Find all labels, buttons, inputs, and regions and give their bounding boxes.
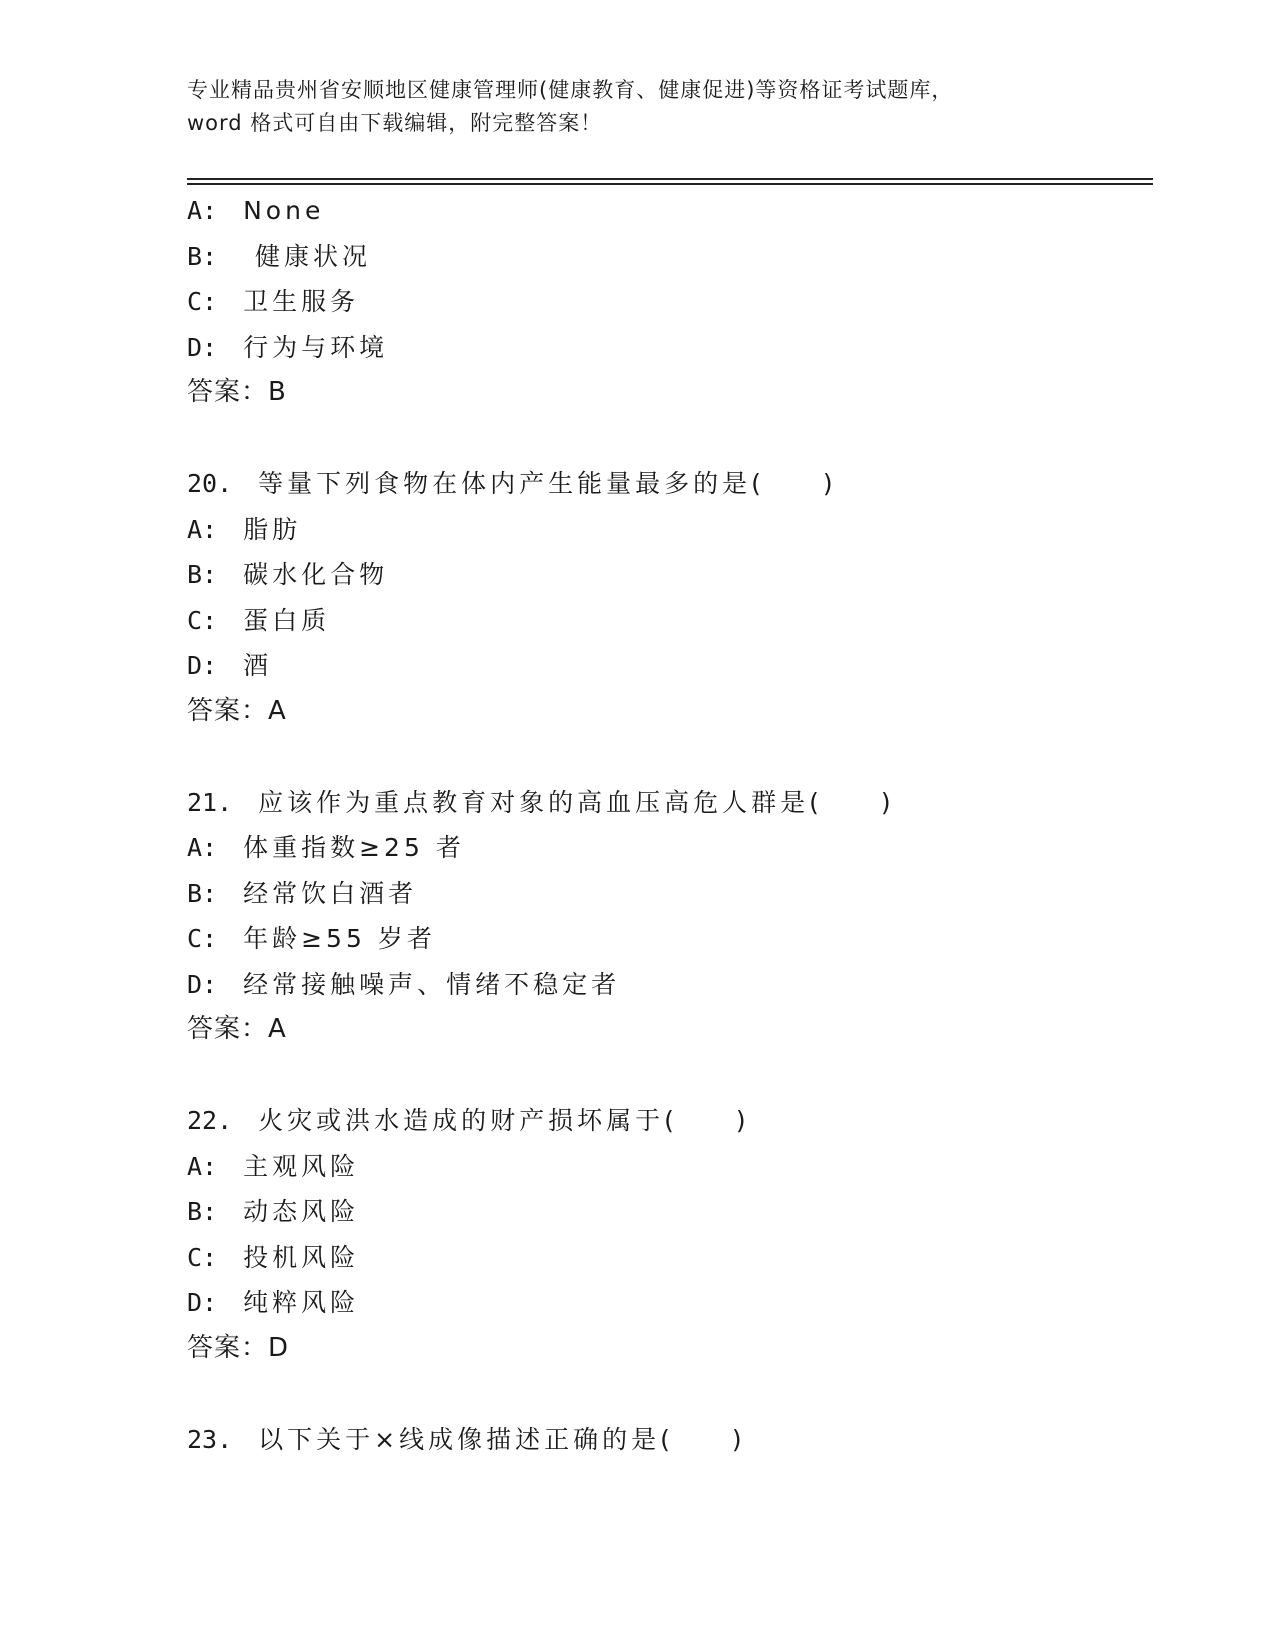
header-divider-top xyxy=(187,178,1153,180)
question-stem: 22. 火灾或洪水造成的财产损坏属于( ) xyxy=(187,1106,750,1135)
header-line-1: 专业精品贵州省安顺地区健康管理师(健康教育、健康促进)等资格证考试题库， xyxy=(187,78,954,102)
question-stem: 23. 以下关于×线成像描述正确的是( ) xyxy=(187,1424,746,1454)
option-b: B: 健康状况 xyxy=(187,241,372,271)
option-b: B: 动态风险 xyxy=(187,1197,360,1226)
option-a: A: 体重指数≥25 者 xyxy=(187,833,465,862)
option-d: D: 纯粹风险 xyxy=(187,1288,360,1317)
answer-line: 答案：D xyxy=(187,1332,289,1363)
question-21-block xyxy=(187,780,1147,1053)
header-divider-bottom xyxy=(187,183,1153,185)
question-stem: 21. 应该作为重点教育对象的高血压高危人群是( ) xyxy=(187,787,895,817)
question-list xyxy=(187,188,1147,1462)
option-c: C: 蛋白质 xyxy=(187,605,331,635)
option-c: C: 卫生服务 xyxy=(187,287,360,316)
option-d: D: 经常接触噪声、情绪不稳定者 xyxy=(187,969,621,999)
answer-line: 答案：A xyxy=(187,695,286,726)
option-a: A: None xyxy=(187,196,325,225)
answer-line: 答案：B xyxy=(187,377,286,407)
question-22-block xyxy=(187,1098,1147,1371)
option-b: B: 经常饮白酒者 xyxy=(187,878,418,908)
option-d: D: 酒 xyxy=(187,651,273,680)
question-20-block xyxy=(187,461,1147,734)
document-header xyxy=(187,74,1087,140)
question-23-block xyxy=(187,1417,1147,1463)
question-prev-block xyxy=(187,188,1147,416)
option-c: C: 年龄≥55 岁者 xyxy=(187,924,436,953)
header-line-2: word 格式可自由下载编辑，附完整答案！ xyxy=(187,111,603,135)
option-c: C: 投机风险 xyxy=(187,1242,360,1272)
option-d: D: 行为与环境 xyxy=(187,332,389,362)
option-a: A: 主观风险 xyxy=(187,1151,360,1181)
question-stem: 20. 等量下列食物在体内产生能量最多的是( ) xyxy=(187,469,837,498)
answer-line: 答案：A xyxy=(187,1014,286,1044)
option-b: B: 碳水化合物 xyxy=(187,560,389,589)
option-a: A: 脂肪 xyxy=(187,514,302,544)
